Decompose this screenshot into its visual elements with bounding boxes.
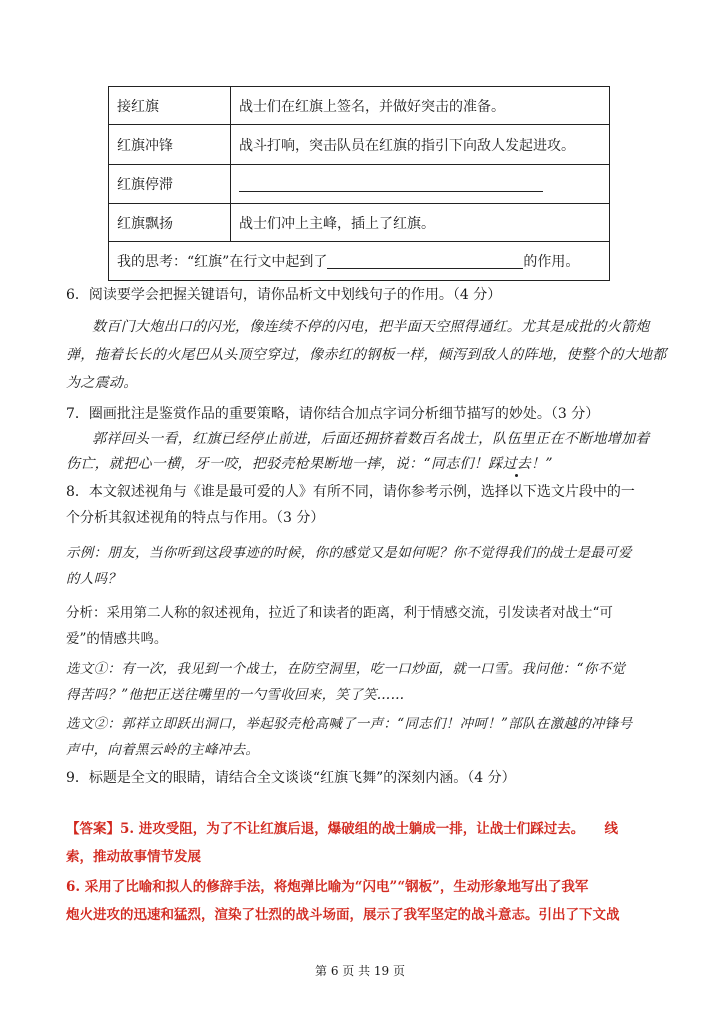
q7-passage-line [66, 453, 553, 473]
answer-blank [239, 177, 543, 192]
answer-line: 炮火进攻的迅速和猛烈，渲染了壮烈的战斗场面，展示了我军坚定的战斗意志。引出了下文战 [66, 907, 620, 923]
answer-line: 6. 采用了比喻和拟人的修辞手法，将炮弹比喻为“闪电”“钢板”，生动形象地写出了我军 [66, 879, 589, 895]
table-row [109, 204, 609, 242]
q8-text-2: 选文②：郭祥立即跃出洞口，举起驳壳枪高喊了一声：“同志们！冲呵！”部队在激越的冲锋号 [66, 716, 633, 732]
q6-passage-line: 数百门大炮出口的闪光，像连续不停的闪电，把半面天空照得通红。尤其是成批的火箭炮 [92, 319, 650, 335]
row-content: 战士们在红旗上签名，并做好突击的准备。 [239, 98, 505, 115]
q8-analysis: 爱”的情感共鸣。 [66, 631, 168, 647]
q8-text-1: 得苦吗？”他把正送往嘴里的一勺雪收回来，笑了笑…… [66, 687, 405, 703]
question-8-stem: 8．本文叙述视角与《谁是最可爱的人》有所不同，请你参考示例，选择以下选文片段中的一 [66, 484, 635, 500]
q7-dotted-words: 踩过去！ [488, 456, 546, 472]
q6-passage-line: 为之震动。 [66, 375, 138, 391]
row-label: 红旗停滞 [109, 165, 231, 203]
question-7-stem: 7．圈画批注是鉴赏作品的重要策略，请你结合加点字词分析细节描写的妙处。（3 分） [66, 406, 600, 422]
q8-example: 的人吗？ [66, 571, 122, 587]
q7-passage-part: 伤亡，就把心一横，牙一咬，把驳壳枪果断地一摔，说：“同志们！ [66, 456, 489, 472]
q6-passage-line: 弹，拖着长长的火尾巴从头顶空穿过，像赤红的钢板一样，倾泻到敌人的阵地，使整个的大地都 [66, 347, 667, 363]
page-footer: 第 6 页 共 19 页 [315, 964, 405, 978]
table-row [109, 125, 609, 165]
question-8-stem: 个分析其叙述视角的特点与作用。（3 分） [66, 510, 325, 526]
answer-line: 索，推动故事情节发展 [66, 849, 201, 865]
question-9-stem: 9．标题是全文的眼睛，请结合全文谈谈“红旗飞舞”的深刻内涵。（4 分） [66, 770, 516, 786]
answer-line: 【答案】5. 进攻受阻，为了不让红旗后退，爆破组的战士躺成一排，让战士们踩过去。 线 [66, 821, 619, 837]
question-6-stem: 6．阅读要学会把握关键语句，请你品析文中划线句子的作用。（4 分） [66, 287, 502, 303]
table-row [109, 87, 609, 125]
thinking-prefix: 我的思考：“红旗”在行文中起到了 [117, 254, 328, 270]
row-label: 接红旗 [109, 87, 231, 124]
row-content: 战斗打响，突击队员在红旗的指引下向敌人发起进攻。 [239, 137, 575, 154]
q8-analysis: 分析：采用第二人称的叙述视角，拉近了和读者的距离，利于情感交流，引发读者对战士“可 [66, 605, 613, 621]
row-label: 红旗冲锋 [109, 125, 231, 164]
table-row [109, 165, 609, 204]
row-content: 战士们冲上主峰，插上了红旗。 [239, 215, 435, 232]
q7-passage-part: ” [545, 456, 553, 472]
row-label: 红旗飘扬 [109, 204, 231, 241]
thinking-suffix: 的作用。 [523, 254, 580, 270]
thinking-row [109, 242, 609, 280]
q8-example: 示例：朋友，当你听到这段事迹的时候，你的感觉又是如何呢？你不觉得我们的战士是最可爱 [66, 545, 632, 561]
red-flag-table [108, 86, 610, 281]
row-content-blank [231, 165, 609, 203]
q8-text-2: 声中，向着黑云岭的主峰冲去。 [66, 742, 260, 758]
answer-blank [327, 254, 523, 269]
q7-passage-line: 郭祥回头一看，红旗已经停止前进，后面还拥挤着数百名战士，队伍里正在不断地增加着 [92, 431, 650, 447]
q8-text-1: 选文①：有一次，我见到一个战士，在防空洞里，吃一口炒面，就一口雪。我问他：“你不觉 [66, 661, 626, 677]
